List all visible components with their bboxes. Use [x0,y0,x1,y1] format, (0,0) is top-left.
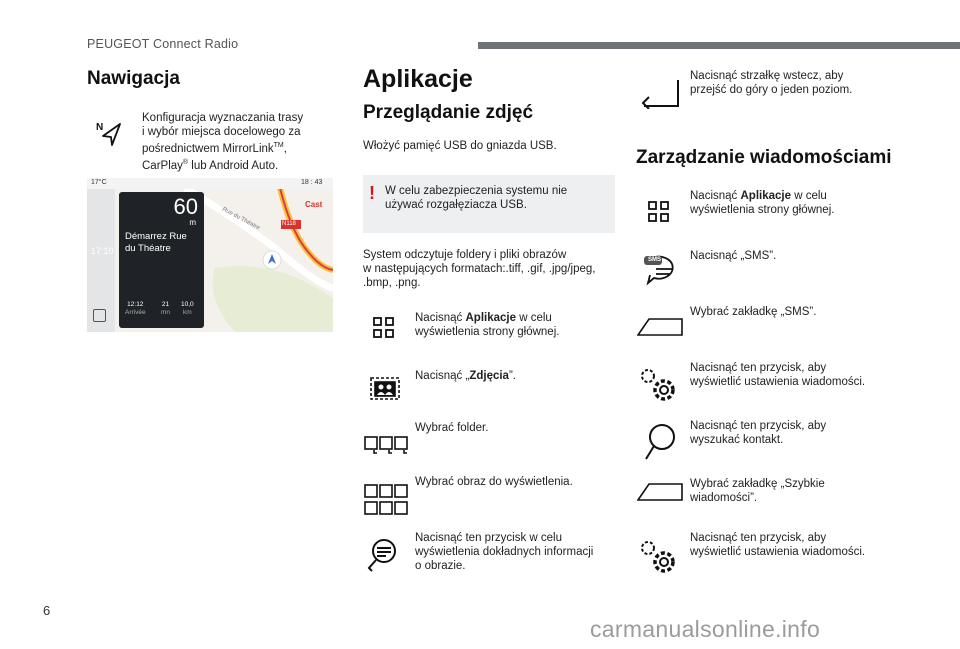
step-bold: Aplikacje [740,190,791,202]
step-text: o obrazie. [415,560,466,572]
msg-step-tab-sms: Wybrać zakładkę „SMS”. [690,306,817,318]
photos-icon [368,375,402,403]
apps-grid-icon [648,201,670,223]
formats-text [363,248,595,290]
warning-line: używać rozgałęziacza USB. [385,199,527,211]
back-arrow-icon [640,79,682,109]
nav-text-line: pośrednictwem MirrorLink [142,142,274,155]
distance-value: 60 [173,194,198,219]
header-bar [478,42,960,49]
formats-line: .bmp, .png. [363,277,421,289]
home-square-icon [93,309,106,322]
step-text: przejść do góry o jeden poziom. [690,84,853,96]
settings-icon [638,538,680,576]
watermark: carmanualsonline.info [590,616,821,642]
step-text: wyszukać kontakt. [690,434,784,446]
navigation-title: Nawigacja [87,68,180,89]
road-label: N118 [282,221,296,227]
page-number: 6 [43,603,51,618]
step-text: wyświetlenia strony głównej. [415,326,560,338]
sms-icon [642,254,680,286]
screenshot-sidebar [87,178,115,332]
step-text: Nacisnąć [415,312,466,324]
step-text: Nacisnąć ten przycisk w celu [415,532,562,544]
step-text: wyświetlenia strony głównej. [690,204,835,216]
svg-text:N: N [96,122,104,133]
sms-icon-label: SMS [648,257,662,263]
info-search-icon [366,536,402,572]
step-text: Nacisnąć „ [415,370,470,382]
step-text: Nacisnąć ten przycisk, aby [690,362,827,374]
street-line: du Théatre [125,243,171,254]
step-text: wiadomości”. [690,492,758,504]
navigation-screenshot [87,178,333,332]
street-line: Démarrez Rue [125,231,187,242]
km-value: 10,0 [181,301,194,308]
step-text: w celu [516,312,552,324]
msg-step-tab-quick [690,477,825,505]
search-icon [643,422,679,462]
km-label: km [182,309,192,316]
formats-line: System odczytuje foldery i pliki obrazów [363,249,567,261]
step-photos [415,369,516,383]
msg-step-search [690,419,826,447]
formats-line: w następujących formatach:.tiff, .gif, .jpg/jpeg, [363,263,596,275]
step-text: Nacisnąć strzałkę wstecz, aby [690,70,844,82]
step-back [690,69,852,97]
step-text: ”. [508,370,516,382]
messages-title: Zarządzanie wiadomościami [636,147,892,168]
warning-icon: ! [369,183,375,203]
msg-step-settings-2 [690,531,865,559]
image-grid-icon [364,484,408,516]
tab-icon [637,317,683,337]
settings-icon [638,366,680,404]
step-text: Nacisnąć ten przycisk, aby [690,420,827,432]
step-text: Wybrać zakładkę „Szybkie [690,478,825,490]
trademark-sup: TM [273,142,284,149]
photos-title: Przeglądanie zdjęć [363,102,534,123]
status-time: 18 : 43 [301,179,323,186]
tab-icon [637,482,683,502]
running-header: PEUGEOT Connect Radio [87,37,239,51]
arrival-time: 12:12 [127,301,144,308]
distance-unit: m [189,218,196,227]
step-image: Wybrać obraz do wyświetlenia. [415,476,573,488]
nav-text-comma: , [283,142,287,155]
navigation-description [142,111,332,173]
guidance-card [119,192,204,328]
nav-text-carplay: CarPlay [142,159,183,172]
warning-box [363,175,615,233]
step-bold: Zdjęcia [469,370,509,382]
street-map-label: Rue du Théatre [221,206,261,232]
warning-text [385,184,605,212]
step-apps [415,311,559,339]
nav-text-line: Konfiguracja wyznaczania trasy [142,112,304,124]
apps-grid-icon [373,317,395,339]
step-text: w celu [791,190,827,202]
step-text: Nacisnąć [690,190,741,202]
place-label: Cast [305,200,323,209]
temperature: 17°C [91,179,107,186]
usb-intro: Włożyć pamięć USB do gniazda USB. [363,140,557,152]
step-text: wyświetlić ustawienia wiadomości. [690,376,866,388]
step-text: wyświetlenia dokładnych informacji [415,546,594,558]
step-info [415,531,593,573]
msg-step-settings [690,361,865,389]
nav-text-android: lub Android Auto. [188,159,279,172]
warning-line: W celu zabezpieczenia systemu nie [385,185,568,197]
sidebar-clock: 17:10 [91,246,114,256]
arrival-label: Arrivée [125,309,146,316]
msg-step-sms: Nacisnąć „SMS”. [690,250,777,262]
minutes-label: mn [161,309,171,316]
nav-text-line: i wybór miejsca docelowego za [142,126,301,138]
minutes-value: 21 [161,301,170,308]
navigation-arrow-icon [96,120,122,146]
step-folder: Wybrać folder. [415,422,489,434]
step-text: Nacisnąć ten przycisk, aby [690,532,827,544]
msg-step-apps [690,189,834,217]
applications-title: Aplikacje [363,65,473,93]
folders-icon [364,434,408,454]
screenshot-status-bar [87,178,333,189]
street-name [125,231,187,255]
step-text: wyświetlić ustawienia wiadomości. [690,546,866,558]
registered-sup: ® [182,158,189,166]
step-bold: Aplikacje [465,312,516,324]
